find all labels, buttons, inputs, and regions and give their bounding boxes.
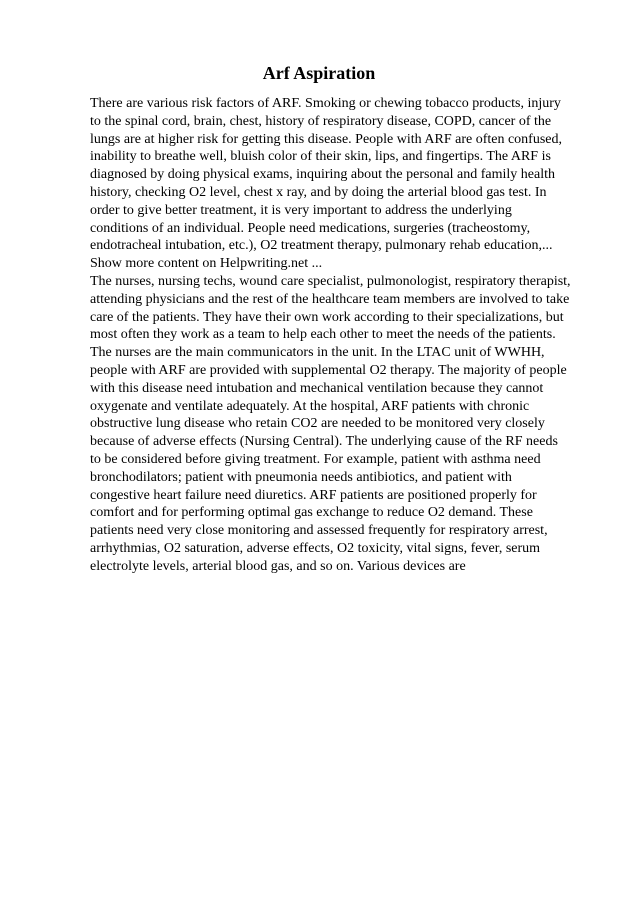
document-title: Arf Aspiration <box>262 63 376 83</box>
text-line: The nurses are the main communicators in the unit. In the LTAC unit of WWHH, <box>90 345 545 361</box>
text-line: diagnosed by doing physical exams, inquiring about the personal and family health <box>90 167 556 183</box>
text-line: to be considered before giving treatment. For example, patient with asthma need <box>90 451 541 467</box>
text-line: inability to breathe well, bluish color of their skin, lips, and fingertips. The ARF is <box>90 149 551 165</box>
text-line: There are various risk factors of ARF. Smoking or chewing tobacco products, injury <box>90 96 561 111</box>
text-line: The nurses, nursing techs, wound care specialist, pulmonologist, respiratory therapist, <box>90 273 571 289</box>
text-line: most often they work as a team to help each other to meet the needs of the patients. <box>90 327 556 343</box>
text-line: oxygenate and ventilate adequately. At the hospital, ARF patients with chronic <box>90 398 530 414</box>
text-line: to the spinal cord, brain, chest, history of respiratory disease, COPD, cancer of the <box>90 113 552 129</box>
text-line: patients need very close monitoring and assessed frequently for respiratory arrest, <box>90 523 548 539</box>
text-line: because of adverse effects (Nursing Central). The underlying cause of the RF needs <box>90 434 558 450</box>
show-more-link[interactable]: Show more content on Helpwriting.net ... <box>90 256 323 272</box>
text-line: endotracheal intubation, etc.), O2 treatment therapy, pulmonary rehab education,... <box>90 238 553 254</box>
text-line: order to give better treatment, it is very important to address the underlying <box>90 202 512 218</box>
text-line: attending physicians and the rest of the healthcare team members are involved to take <box>90 291 570 307</box>
text-line: comfort and for performing optimal gas exchange to reduce O2 demand. These <box>90 505 533 521</box>
text-line: conditions of an individual. People need medications, surgeries (tracheostomy, <box>90 220 531 236</box>
text-line: electrolyte levels, arterial blood gas, and so on. Various devices are <box>90 558 466 574</box>
text-line: lungs are at higher risk for getting this disease. People with ARF are often confused, <box>90 131 563 147</box>
text-line: arrhythmias, O2 saturation, adverse effects, O2 toxicity, vital signs, fever, serum <box>90 540 541 556</box>
text-line: care of the patients. They have their own work according to their specializations, but <box>90 309 564 325</box>
document-body <box>90 95 590 576</box>
text-line: with this disease need intubation and mechanical ventilation because they cannot <box>90 380 544 396</box>
text-line: bronchodilators; patient with pneumonia needs antibiotics, and patient with <box>90 469 512 485</box>
text-line: obstructive lung disease who retain CO2 are needed to be monitored very closely <box>90 416 545 432</box>
text-line: people with ARF are provided with supplemental O2 therapy. The majority of people <box>90 362 567 378</box>
text-line: congestive heart failure need diuretics. ARF patients are positioned properly for <box>90 487 537 503</box>
text-line: history, checking O2 level, chest x ray, and by doing the arterial blood gas test. In <box>90 184 547 200</box>
